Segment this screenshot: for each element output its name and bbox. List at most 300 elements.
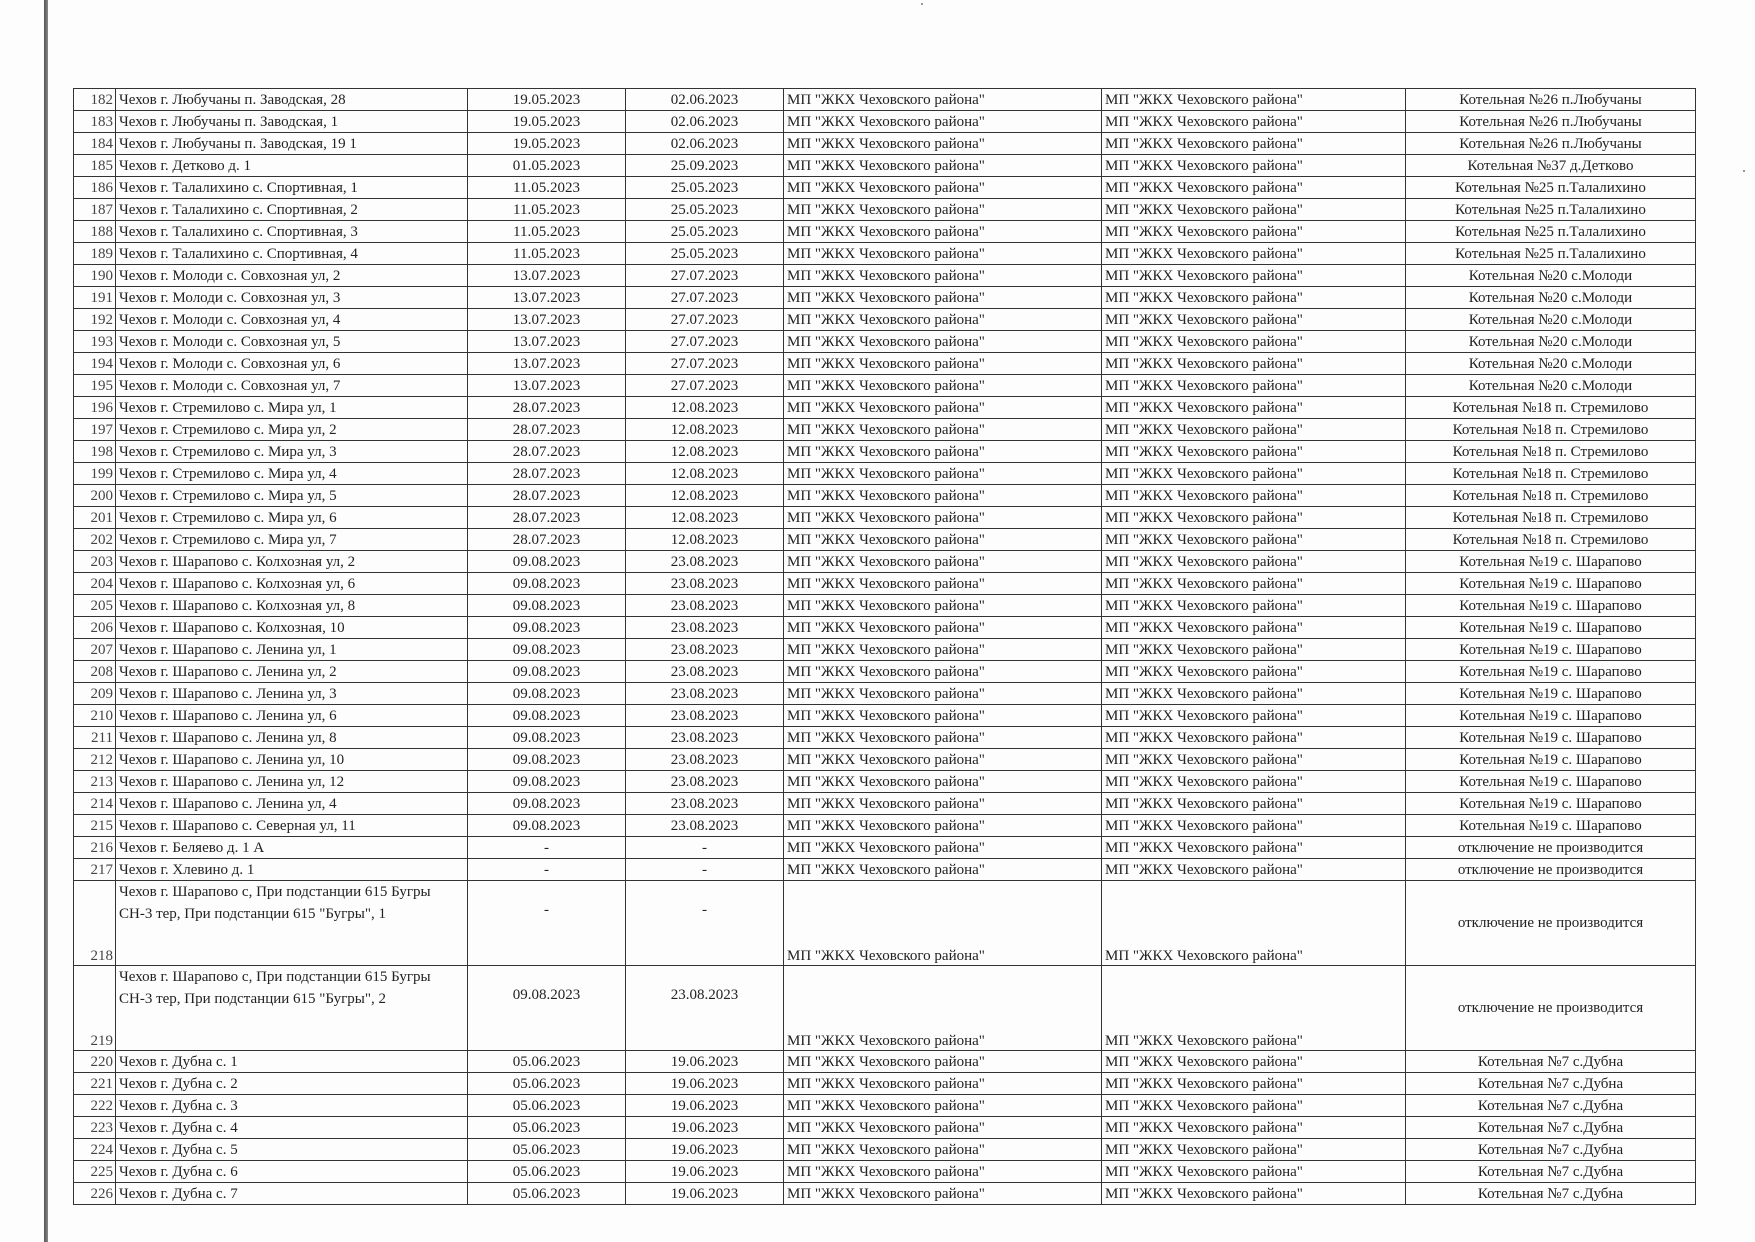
end-date-cell: 12.08.2023 [626,485,784,507]
address-cell: Чехов г. Детково д. 1 [116,155,468,177]
operator-org-cell: МП "ЖКХ Чеховского района" [1102,595,1406,617]
start-date-cell: 28.07.2023 [468,463,626,485]
table-row [74,551,1696,573]
table-row [74,573,1696,595]
owner-org-cell: МП "ЖКХ Чеховского района" [784,133,1102,155]
row-number-cell: 223 [74,1117,116,1139]
start-date-cell: 11.05.2023 [468,221,626,243]
start-date-cell: 05.06.2023 [468,1183,626,1205]
address-cell: Чехов г. Талалихино с. Спортивная, 3 [116,221,468,243]
operator-org-cell: МП "ЖКХ Чеховского района" [1102,727,1406,749]
start-date-cell: 09.08.2023 [468,595,626,617]
table-row [74,507,1696,529]
address-cell: Чехов г. Шарапово с. Ленина ул, 6 [116,705,468,727]
table-row [74,683,1696,705]
operator-org-cell: МП "ЖКХ Чеховского района" [1102,859,1406,881]
row-number-cell: 215 [74,815,116,837]
address-cell: Чехов г. Молоди с. Совхозная ул, 4 [116,309,468,331]
owner-org-cell: МП "ЖКХ Чеховского района" [784,507,1102,529]
table-row [74,595,1696,617]
heat-source-cell: Котельная №25 п.Талалихино [1406,199,1696,221]
start-date-cell: 09.08.2023 [468,771,626,793]
table-row [74,529,1696,551]
operator-org-cell: МП "ЖКХ Чеховского района" [1102,221,1406,243]
operator-org-cell: МП "ЖКХ Чеховского района" [1102,639,1406,661]
end-date-cell: 27.07.2023 [626,375,784,397]
table-row [74,1139,1696,1161]
operator-org-cell: МП "ЖКХ Чеховского района" [1102,353,1406,375]
end-date-cell: 23.08.2023 [626,749,784,771]
row-number-cell: 192 [74,309,116,331]
start-date-cell: 09.08.2023 [468,966,626,1051]
end-date-cell: 23.08.2023 [626,661,784,683]
heat-source-cell: отключение не производится [1406,881,1696,966]
table-row [74,793,1696,815]
operator-org-cell: МП "ЖКХ Чеховского района" [1102,815,1406,837]
address-cell: Чехов г. Шарапово с. Колхозная ул, 8 [116,595,468,617]
table-row [74,89,1696,111]
heat-source-cell: Котельная №19 с. Шарапово [1406,595,1696,617]
operator-org-cell: МП "ЖКХ Чеховского района" [1102,1139,1406,1161]
operator-org-cell: МП "ЖКХ Чеховского района" [1102,705,1406,727]
operator-org-cell: МП "ЖКХ Чеховского района" [1102,661,1406,683]
address-cell: Чехов г. Талалихино с. Спортивная, 2 [116,199,468,221]
address-cell: Чехов г. Дубна с. 7 [116,1183,468,1205]
operator-org-cell: МП "ЖКХ Чеховского района" [1102,199,1406,221]
address-cell: Чехов г. Стремилово с. Мира ул, 5 [116,485,468,507]
table-row [74,1051,1696,1073]
table-row [74,177,1696,199]
end-date-cell: 27.07.2023 [626,353,784,375]
start-date-cell: 01.05.2023 [468,155,626,177]
owner-org-cell: МП "ЖКХ Чеховского района" [784,551,1102,573]
operator-org-cell: МП "ЖКХ Чеховского района" [1102,133,1406,155]
table-row [74,705,1696,727]
table-row [74,815,1696,837]
operator-org-cell: МП "ЖКХ Чеховского района" [1102,177,1406,199]
heat-source-cell: Котельная №26 п.Любучаны [1406,89,1696,111]
end-date-cell: 19.06.2023 [626,1183,784,1205]
address-cell: Чехов г. Беляево д. 1 А [116,837,468,859]
row-number-cell: 214 [74,793,116,815]
start-date-cell: 09.08.2023 [468,793,626,815]
end-date-cell: 19.06.2023 [626,1073,784,1095]
table-row [74,463,1696,485]
owner-org-cell: МП "ЖКХ Чеховского района" [784,617,1102,639]
operator-org-cell: МП "ЖКХ Чеховского района" [1102,485,1406,507]
end-date-cell: 23.08.2023 [626,815,784,837]
address-cell: Чехов г. Стремилово с. Мира ул, 4 [116,463,468,485]
outage-schedule-table [73,88,1696,1205]
address-cell: Чехов г. Молоди с. Совхозная ул, 5 [116,331,468,353]
operator-org-cell: МП "ЖКХ Чеховского района" [1102,89,1406,111]
heat-source-cell: Котельная №7 с.Дубна [1406,1117,1696,1139]
address-cell: Чехов г. Дубна с. 2 [116,1073,468,1095]
outage-schedule-sheet [73,88,1695,1205]
address-cell: Чехов г. Стремилово с. Мира ул, 3 [116,441,468,463]
end-date-cell: 23.08.2023 [626,771,784,793]
owner-org-cell: МП "ЖКХ Чеховского района" [784,155,1102,177]
heat-source-cell: Котельная №19 с. Шарапово [1406,705,1696,727]
start-date-cell: 05.06.2023 [468,1051,626,1073]
table-row [74,727,1696,749]
row-number-cell: 202 [74,529,116,551]
start-date-cell: 13.07.2023 [468,353,626,375]
heat-source-cell: Котельная №18 п. Стремилово [1406,485,1696,507]
row-number-cell: 200 [74,485,116,507]
table-row [74,1161,1696,1183]
start-date-cell: 13.07.2023 [468,265,626,287]
row-number-cell: 207 [74,639,116,661]
start-date-cell: 09.08.2023 [468,705,626,727]
operator-org-cell: МП "ЖКХ Чеховского района" [1102,551,1406,573]
owner-org-cell: МП "ЖКХ Чеховского района" [784,793,1102,815]
start-date-cell: 19.05.2023 [468,111,626,133]
owner-org-cell: МП "ЖКХ Чеховского района" [784,419,1102,441]
start-date-cell: 28.07.2023 [468,397,626,419]
address-cell: Чехов г. Дубна с. 4 [116,1117,468,1139]
end-date-cell: 19.06.2023 [626,1051,784,1073]
operator-org-cell: МП "ЖКХ Чеховского района" [1102,837,1406,859]
address-cell: Чехов г. Шарапово с. Ленина ул, 10 [116,749,468,771]
start-date-cell: 13.07.2023 [468,309,626,331]
start-date-cell: 11.05.2023 [468,199,626,221]
owner-org-cell: МП "ЖКХ Чеховского района" [784,837,1102,859]
end-date-cell: 23.08.2023 [626,639,784,661]
operator-org-cell: МП "ЖКХ Чеховского района" [1102,881,1406,966]
row-number-cell: 186 [74,177,116,199]
owner-org-cell: МП "ЖКХ Чеховского района" [784,287,1102,309]
row-number-cell: 211 [74,727,116,749]
row-number-cell: 191 [74,287,116,309]
end-date-cell: 27.07.2023 [626,309,784,331]
address-cell: Чехов г. Любучаны п. Заводская, 28 [116,89,468,111]
heat-source-cell: Котельная №20 с.Молоди [1406,309,1696,331]
heat-source-cell: Котельная №7 с.Дубна [1406,1051,1696,1073]
owner-org-cell: МП "ЖКХ Чеховского района" [784,859,1102,881]
row-number-cell: 188 [74,221,116,243]
heat-source-cell: Котельная №7 с.Дубна [1406,1183,1696,1205]
heat-source-cell: Котельная №7 с.Дубна [1406,1139,1696,1161]
address-cell: Чехов г. Шарапово с, При подстанции 615 Бугры СН-3 тер, При подстанции 615 "Бугры", 1 [116,881,468,966]
start-date-cell: 19.05.2023 [468,133,626,155]
table-row [74,661,1696,683]
end-date-cell: 12.08.2023 [626,441,784,463]
owner-org-cell: МП "ЖКХ Чеховского района" [784,265,1102,287]
operator-org-cell: МП "ЖКХ Чеховского района" [1102,966,1406,1051]
table-row [74,287,1696,309]
heat-source-cell: Котельная №19 с. Шарапово [1406,771,1696,793]
heat-source-cell: Котельная №20 с.Молоди [1406,331,1696,353]
row-number-cell: 196 [74,397,116,419]
heat-source-cell: Котельная №20 с.Молоди [1406,265,1696,287]
end-date-cell: 23.08.2023 [626,551,784,573]
start-date-cell: 28.07.2023 [468,507,626,529]
heat-source-cell: отключение не производится [1406,837,1696,859]
address-cell: Чехов г. Стремилово с. Мира ул, 7 [116,529,468,551]
address-cell: Чехов г. Шарапово с. Ленина ул, 4 [116,793,468,815]
table-row [74,1117,1696,1139]
table-row [74,771,1696,793]
owner-org-cell: МП "ЖКХ Чеховского района" [784,966,1102,1051]
table-row [74,155,1696,177]
scan-binding-edge [44,0,48,1242]
address-cell: Чехов г. Молоди с. Совхозная ул, 7 [116,375,468,397]
table-row [74,485,1696,507]
address-cell: Чехов г. Шарапово с. Ленина ул, 8 [116,727,468,749]
heat-source-cell: Котельная №20 с.Молоди [1406,375,1696,397]
operator-org-cell: МП "ЖКХ Чеховского района" [1102,683,1406,705]
owner-org-cell: МП "ЖКХ Чеховского района" [784,595,1102,617]
address-cell: Чехов г. Стремилово с. Мира ул, 6 [116,507,468,529]
operator-org-cell: МП "ЖКХ Чеховского района" [1102,419,1406,441]
owner-org-cell: МП "ЖКХ Чеховского района" [784,353,1102,375]
start-date-cell: 19.05.2023 [468,89,626,111]
owner-org-cell: МП "ЖКХ Чеховского района" [784,111,1102,133]
heat-source-cell: Котельная №19 с. Шарапово [1406,683,1696,705]
end-date-cell: 27.07.2023 [626,287,784,309]
end-date-cell: 23.08.2023 [626,573,784,595]
heat-source-cell: Котельная №26 п.Любучаны [1406,133,1696,155]
row-number-cell: 193 [74,331,116,353]
end-date-cell: 23.08.2023 [626,966,784,1051]
heat-source-cell: Котельная №19 с. Шарапово [1406,551,1696,573]
table-row [74,837,1696,859]
start-date-cell: 11.05.2023 [468,177,626,199]
row-number-cell: 187 [74,199,116,221]
owner-org-cell: МП "ЖКХ Чеховского района" [784,771,1102,793]
table-row [74,639,1696,661]
address-cell: Чехов г. Шарапово с, При подстанции 615 Бугры СН-3 тер, При подстанции 615 "Бугры", 2 [116,966,468,1051]
heat-source-cell: Котельная №18 п. Стремилово [1406,441,1696,463]
start-date-cell: 05.06.2023 [468,1073,626,1095]
row-number-cell: 217 [74,859,116,881]
address-cell: Чехов г. Дубна с. 6 [116,1161,468,1183]
operator-org-cell: МП "ЖКХ Чеховского района" [1102,1183,1406,1205]
start-date-cell: 05.06.2023 [468,1117,626,1139]
end-date-cell: 27.07.2023 [626,265,784,287]
table-row [74,441,1696,463]
row-number-cell: 224 [74,1139,116,1161]
row-number-cell: 222 [74,1095,116,1117]
row-number-cell: 210 [74,705,116,727]
address-cell: Чехов г. Дубна с. 1 [116,1051,468,1073]
owner-org-cell: МП "ЖКХ Чеховского района" [784,441,1102,463]
row-number-cell: 212 [74,749,116,771]
row-number-cell: 219 [74,966,116,1051]
row-number-cell: 208 [74,661,116,683]
table-row [74,243,1696,265]
address-cell: Чехов г. Талалихино с. Спортивная, 1 [116,177,468,199]
row-number-cell: 182 [74,89,116,111]
start-date-cell: 09.08.2023 [468,815,626,837]
end-date-cell: 25.05.2023 [626,243,784,265]
address-cell: Чехов г. Дубна с. 3 [116,1095,468,1117]
table-row [74,749,1696,771]
address-cell: Чехов г. Шарапово с. Ленина ул, 3 [116,683,468,705]
address-cell: Чехов г. Любучаны п. Заводская, 1 [116,111,468,133]
heat-source-cell: отключение не производится [1406,859,1696,881]
address-cell: Чехов г. Шарапово с. Колхозная, 10 [116,617,468,639]
operator-org-cell: МП "ЖКХ Чеховского района" [1102,463,1406,485]
table-row [74,265,1696,287]
row-number-cell: 221 [74,1073,116,1095]
start-date-cell: 09.08.2023 [468,617,626,639]
operator-org-cell: МП "ЖКХ Чеховского района" [1102,1073,1406,1095]
heat-source-cell: Котельная №19 с. Шарапово [1406,617,1696,639]
owner-org-cell: МП "ЖКХ Чеховского района" [784,331,1102,353]
end-date-cell: - [626,837,784,859]
owner-org-cell: МП "ЖКХ Чеховского района" [784,463,1102,485]
end-date-cell: - [626,859,784,881]
row-number-cell: 225 [74,1161,116,1183]
heat-source-cell: Котельная №26 п.Любучаны [1406,111,1696,133]
end-date-cell: 02.06.2023 [626,111,784,133]
row-number-cell: 189 [74,243,116,265]
end-date-cell: 23.08.2023 [626,617,784,639]
address-cell: Чехов г. Шарапово с. Ленина ул, 12 [116,771,468,793]
heat-source-cell: Котельная №19 с. Шарапово [1406,815,1696,837]
start-date-cell: - [468,837,626,859]
start-date-cell: 13.07.2023 [468,287,626,309]
operator-org-cell: МП "ЖКХ Чеховского района" [1102,309,1406,331]
heat-source-cell: Котельная №19 с. Шарапово [1406,639,1696,661]
operator-org-cell: МП "ЖКХ Чеховского района" [1102,265,1406,287]
heat-source-cell: Котельная №18 п. Стремилово [1406,463,1696,485]
address-cell: Чехов г. Молоди с. Совхозная ул, 2 [116,265,468,287]
start-date-cell: 05.06.2023 [468,1139,626,1161]
start-date-cell: 05.06.2023 [468,1095,626,1117]
address-cell: Чехов г. Шарапово с. Колхозная ул, 2 [116,551,468,573]
address-cell: Чехов г. Шарапово с. Ленина ул, 2 [116,661,468,683]
start-date-cell: 28.07.2023 [468,419,626,441]
end-date-cell: 23.08.2023 [626,793,784,815]
address-cell: Чехов г. Шарапово с. Колхозная ул, 6 [116,573,468,595]
table-row [74,881,1696,966]
table-row [74,199,1696,221]
heat-source-cell: Котельная №20 с.Молоди [1406,287,1696,309]
operator-org-cell: МП "ЖКХ Чеховского района" [1102,155,1406,177]
owner-org-cell: МП "ЖКХ Чеховского района" [784,1073,1102,1095]
heat-source-cell: Котельная №19 с. Шарапово [1406,793,1696,815]
end-date-cell: 23.08.2023 [626,595,784,617]
row-number-cell: 204 [74,573,116,595]
row-number-cell: 213 [74,771,116,793]
table-row [74,397,1696,419]
heat-source-cell: Котельная №18 п. Стремилово [1406,507,1696,529]
owner-org-cell: МП "ЖКХ Чеховского района" [784,529,1102,551]
scan-speck [1743,170,1745,172]
operator-org-cell: МП "ЖКХ Чеховского района" [1102,111,1406,133]
owner-org-cell: МП "ЖКХ Чеховского района" [784,705,1102,727]
owner-org-cell: МП "ЖКХ Чеховского района" [784,177,1102,199]
table-row [74,859,1696,881]
heat-source-cell: отключение не производится [1406,966,1696,1051]
address-cell: Чехов г. Стремилово с. Мира ул, 2 [116,419,468,441]
row-number-cell: 201 [74,507,116,529]
operator-org-cell: МП "ЖКХ Чеховского района" [1102,507,1406,529]
operator-org-cell: МП "ЖКХ Чеховского района" [1102,375,1406,397]
operator-org-cell: МП "ЖКХ Чеховского района" [1102,573,1406,595]
start-date-cell: 09.08.2023 [468,661,626,683]
heat-source-cell: Котельная №18 п. Стремилово [1406,397,1696,419]
table-row [74,331,1696,353]
end-date-cell: 12.08.2023 [626,529,784,551]
operator-org-cell: МП "ЖКХ Чеховского района" [1102,441,1406,463]
operator-org-cell: МП "ЖКХ Чеховского района" [1102,793,1406,815]
start-date-cell: 09.08.2023 [468,573,626,595]
end-date-cell: 19.06.2023 [626,1139,784,1161]
heat-source-cell: Котельная №19 с. Шарапово [1406,573,1696,595]
row-number-cell: 185 [74,155,116,177]
end-date-cell: 25.05.2023 [626,199,784,221]
operator-org-cell: МП "ЖКХ Чеховского района" [1102,771,1406,793]
start-date-cell: 09.08.2023 [468,727,626,749]
address-cell: Чехов г. Шарапово с. Ленина ул, 1 [116,639,468,661]
end-date-cell: 19.06.2023 [626,1117,784,1139]
end-date-cell: 12.08.2023 [626,419,784,441]
table-row [74,419,1696,441]
owner-org-cell: МП "ЖКХ Чеховского района" [784,1161,1102,1183]
operator-org-cell: МП "ЖКХ Чеховского района" [1102,1095,1406,1117]
row-number-cell: 206 [74,617,116,639]
address-cell: Чехов г. Стремилово с. Мира ул, 1 [116,397,468,419]
end-date-cell: 12.08.2023 [626,397,784,419]
owner-org-cell: МП "ЖКХ Чеховского района" [784,1051,1102,1073]
owner-org-cell: МП "ЖКХ Чеховского района" [784,683,1102,705]
row-number-cell: 198 [74,441,116,463]
heat-source-cell: Котельная №25 п.Талалихино [1406,221,1696,243]
end-date-cell: 02.06.2023 [626,89,784,111]
end-date-cell: 23.08.2023 [626,727,784,749]
end-date-cell: 02.06.2023 [626,133,784,155]
address-cell: Чехов г. Талалихино с. Спортивная, 4 [116,243,468,265]
row-number-cell: 197 [74,419,116,441]
start-date-cell: 09.08.2023 [468,551,626,573]
table-row [74,1183,1696,1205]
owner-org-cell: МП "ЖКХ Чеховского района" [784,243,1102,265]
start-date-cell: 05.06.2023 [468,1161,626,1183]
end-date-cell: 25.09.2023 [626,155,784,177]
table-body [74,89,1696,1205]
owner-org-cell: МП "ЖКХ Чеховского района" [784,221,1102,243]
table-row [74,309,1696,331]
start-date-cell: 09.08.2023 [468,683,626,705]
start-date-cell: - [468,881,626,966]
heat-source-cell: Котельная №19 с. Шарапово [1406,727,1696,749]
owner-org-cell: МП "ЖКХ Чеховского района" [784,749,1102,771]
table-row [74,111,1696,133]
operator-org-cell: МП "ЖКХ Чеховского района" [1102,243,1406,265]
operator-org-cell: МП "ЖКХ Чеховского района" [1102,749,1406,771]
heat-source-cell: Котельная №18 п. Стремилово [1406,529,1696,551]
address-cell: Чехов г. Молоди с. Совхозная ул, 3 [116,287,468,309]
end-date-cell: - [626,881,784,966]
start-date-cell: 11.05.2023 [468,243,626,265]
operator-org-cell: МП "ЖКХ Чеховского района" [1102,529,1406,551]
row-number-cell: 194 [74,353,116,375]
table-row [74,353,1696,375]
table-row [74,221,1696,243]
owner-org-cell: МП "ЖКХ Чеховского района" [784,1139,1102,1161]
row-number-cell: 203 [74,551,116,573]
start-date-cell: - [468,859,626,881]
heat-source-cell: Котельная №7 с.Дубна [1406,1161,1696,1183]
address-cell: Чехов г. Любучаны п. Заводская, 19 1 [116,133,468,155]
owner-org-cell: МП "ЖКХ Чеховского района" [784,199,1102,221]
start-date-cell: 09.08.2023 [468,639,626,661]
heat-source-cell: Котельная №7 с.Дубна [1406,1073,1696,1095]
